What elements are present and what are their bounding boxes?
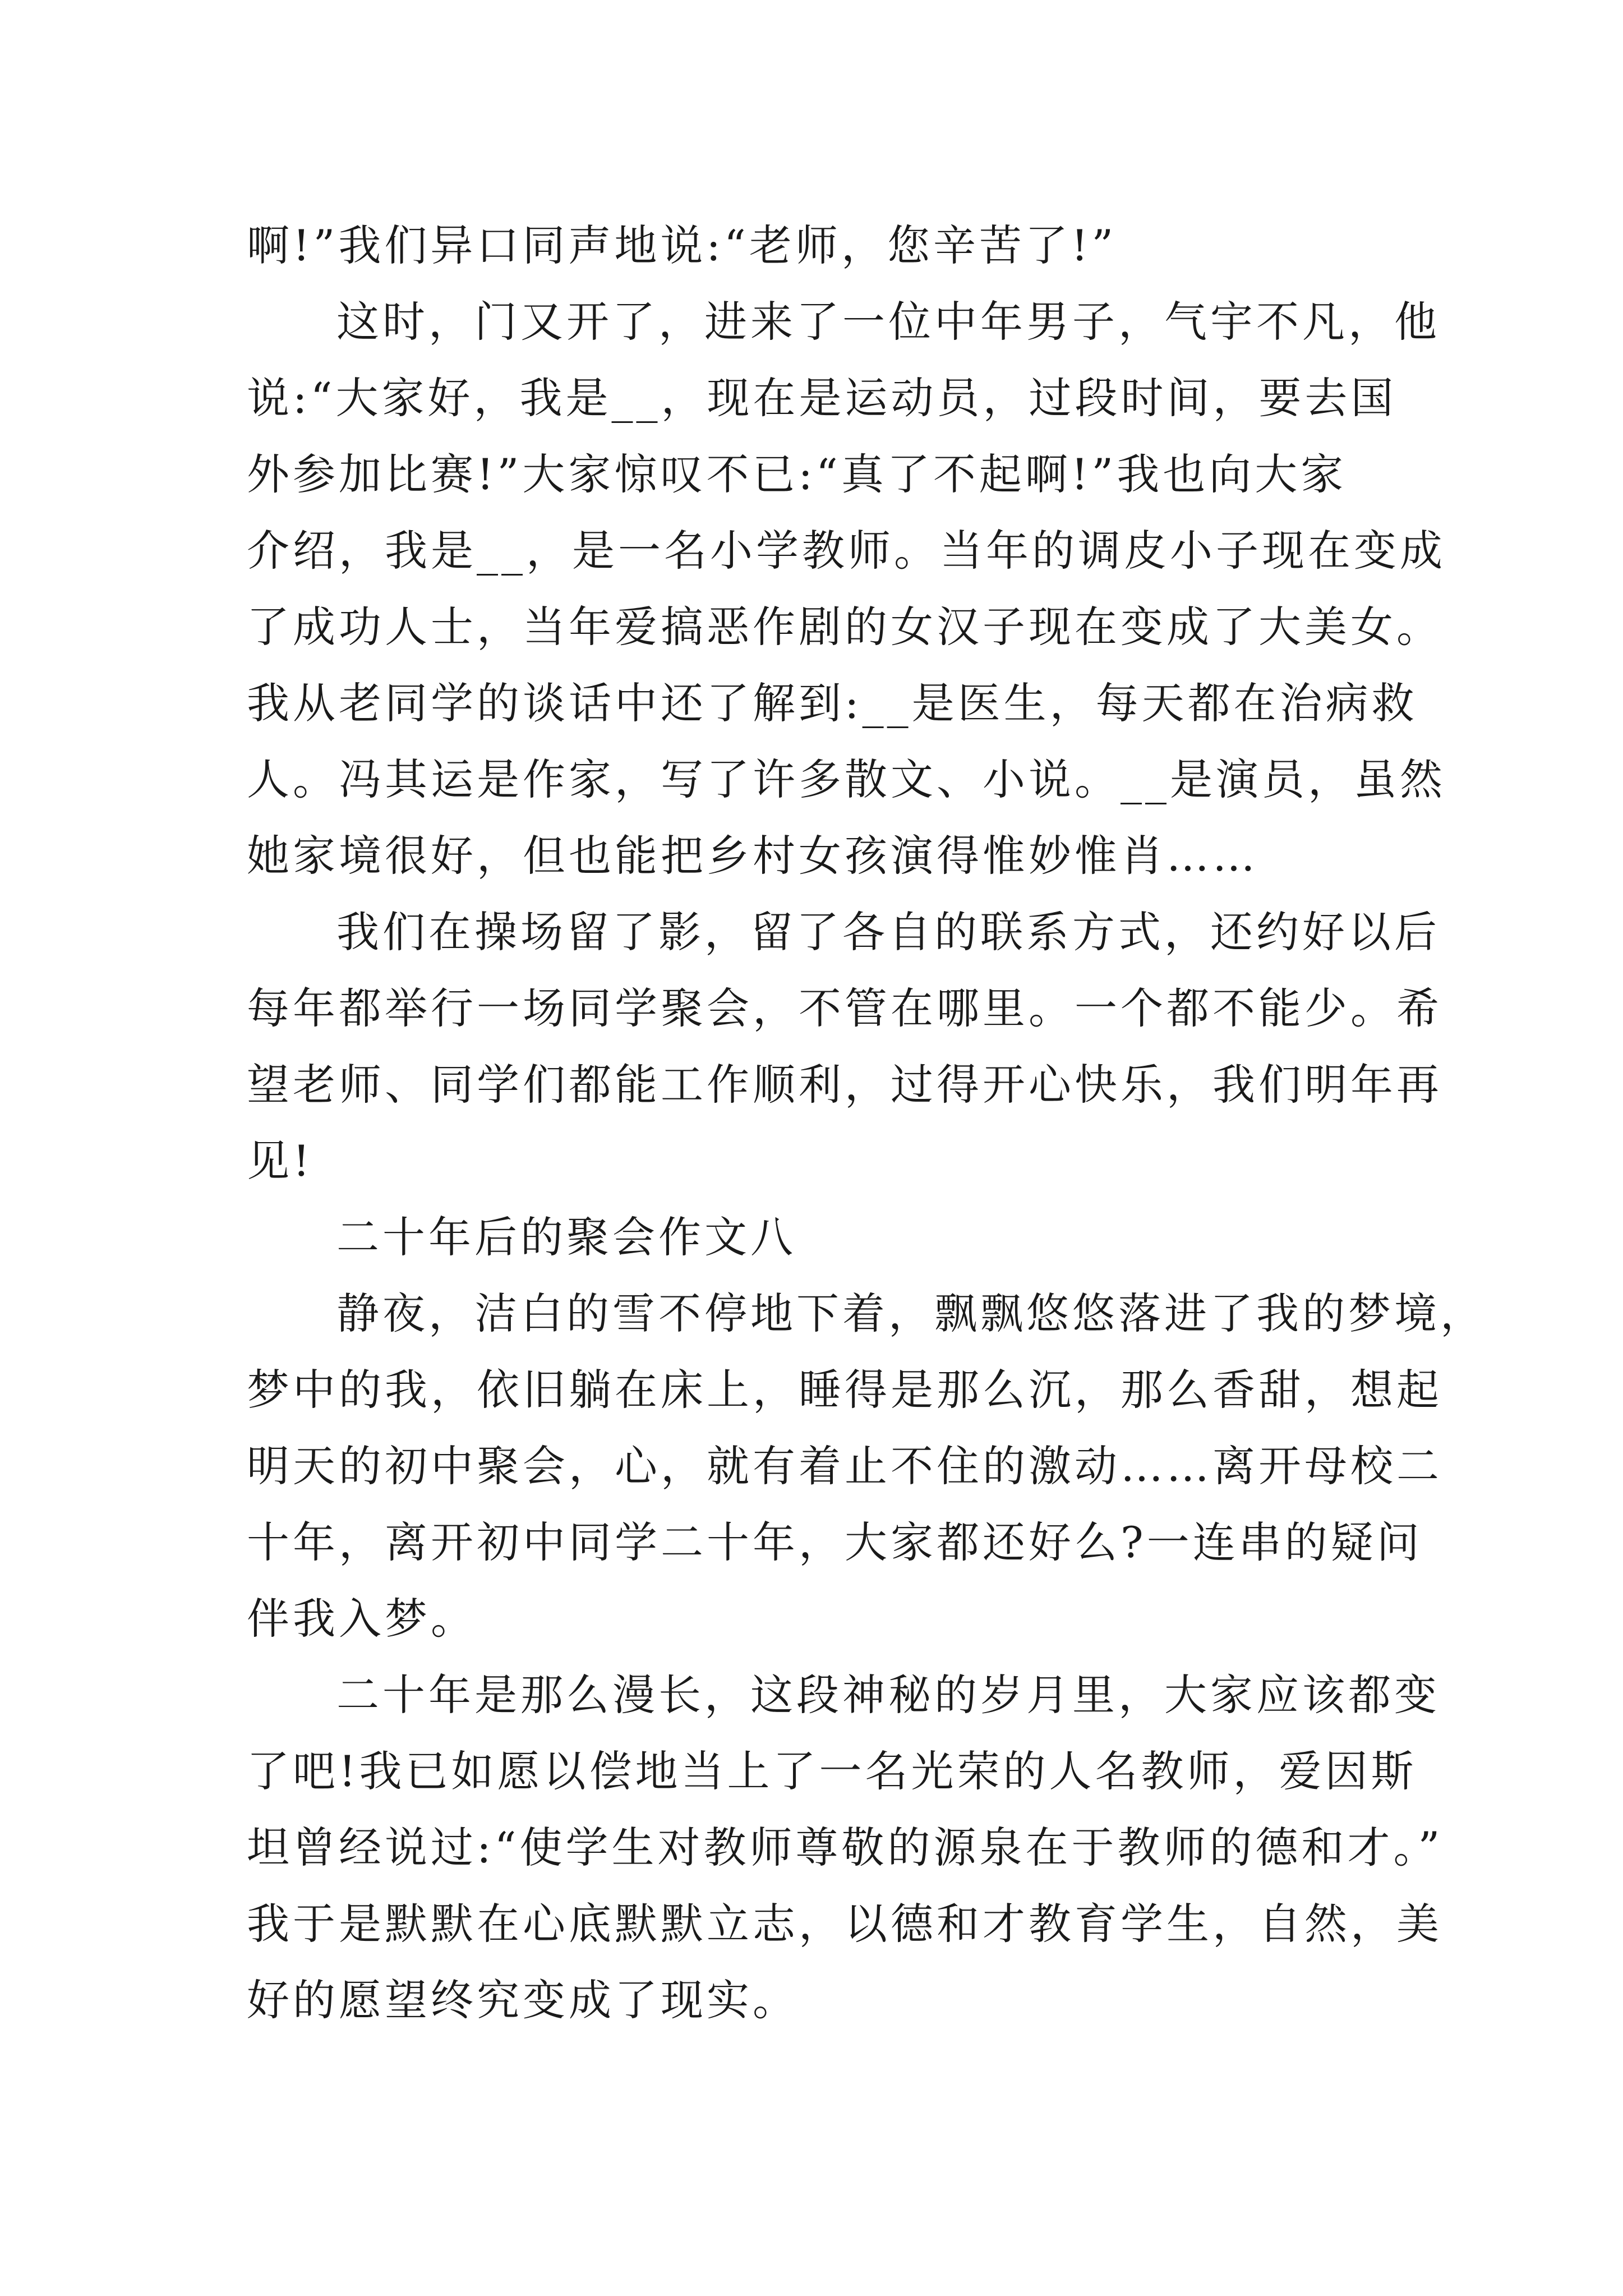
- text-line: 啊!”我们异口同声地说:“老师，您辛苦了!”: [247, 220, 1117, 270]
- text-line: 外参加比赛!”大家惊叹不已:“真了不起啊!”我也向大家: [247, 449, 1347, 499]
- text-line: 她家境很好，但也能把乡村女孩演得惟妙惟肖……: [247, 831, 1258, 881]
- text-line: 了成功人士，当年爱搞恶作剧的女汉子现在变成了大美女。: [247, 602, 1442, 652]
- text-line: 梦中的我，依旧躺在床上，睡得是那么沉，那么香甜，想起: [247, 1365, 1442, 1415]
- text-line: 说:“大家好，我是__，现在是运动员，过段时间，要去国: [247, 373, 1397, 423]
- document-body: [247, 208, 1486, 2039]
- text-line: 人。冯其运是作家，写了许多散文、小说。__是演员，虽然: [247, 754, 1446, 804]
- text-line: 见!: [247, 1136, 313, 1186]
- paragraph-first-line: 二十年后的聚会作文八: [336, 1212, 796, 1262]
- paragraph-first-line: 这时，门又开了，进来了一位中年男子，气宇不凡，他: [336, 297, 1440, 347]
- text-line: 望老师、同学们都能工作顺利，过得开心快乐，我们明年再: [247, 1060, 1442, 1110]
- text-line: 好的愿望终究变成了现实。: [247, 1975, 799, 2025]
- text-line: 十年，离开初中同学二十年，大家都还好么?一连串的疑问: [247, 1517, 1423, 1567]
- paragraph-first-line: 静夜，洁白的雪不停地下着，飘飘悠悠落进了我的梦境，: [336, 1289, 1486, 1338]
- text-line: 介绍，我是__，是一名小学教师。当年的调皮小子现在变成: [247, 526, 1446, 576]
- text-line: 我从老同学的谈话中还了解到:__是医生，每天都在治病救: [247, 678, 1418, 728]
- text-line: 了吧!我已如愿以偿地当上了一名光荣的人名教师，爱因斯: [247, 1746, 1417, 1796]
- paragraph-first-line: 二十年是那么漫长，这段神秘的岁月里，大家应该都变: [336, 1670, 1440, 1720]
- text-line: 每年都举行一场同学聚会，不管在哪里。一个都不能少。希: [247, 983, 1442, 1033]
- text-line: 伴我入梦。: [247, 1594, 477, 1644]
- text-line: 明天的初中聚会，心，就有着止不住的激动……离开母校二: [247, 1441, 1442, 1491]
- text-line: 坦曾经说过:“使学生对教师尊敬的源泉在于教师的德和才。”: [247, 1823, 1444, 1872]
- paragraph-first-line: 我们在操场留了影，留了各自的联系方式，还约好以后: [336, 907, 1440, 957]
- text-line: 我于是默默在心底默默立志，以德和才教育学生，自然，美: [247, 1899, 1442, 1949]
